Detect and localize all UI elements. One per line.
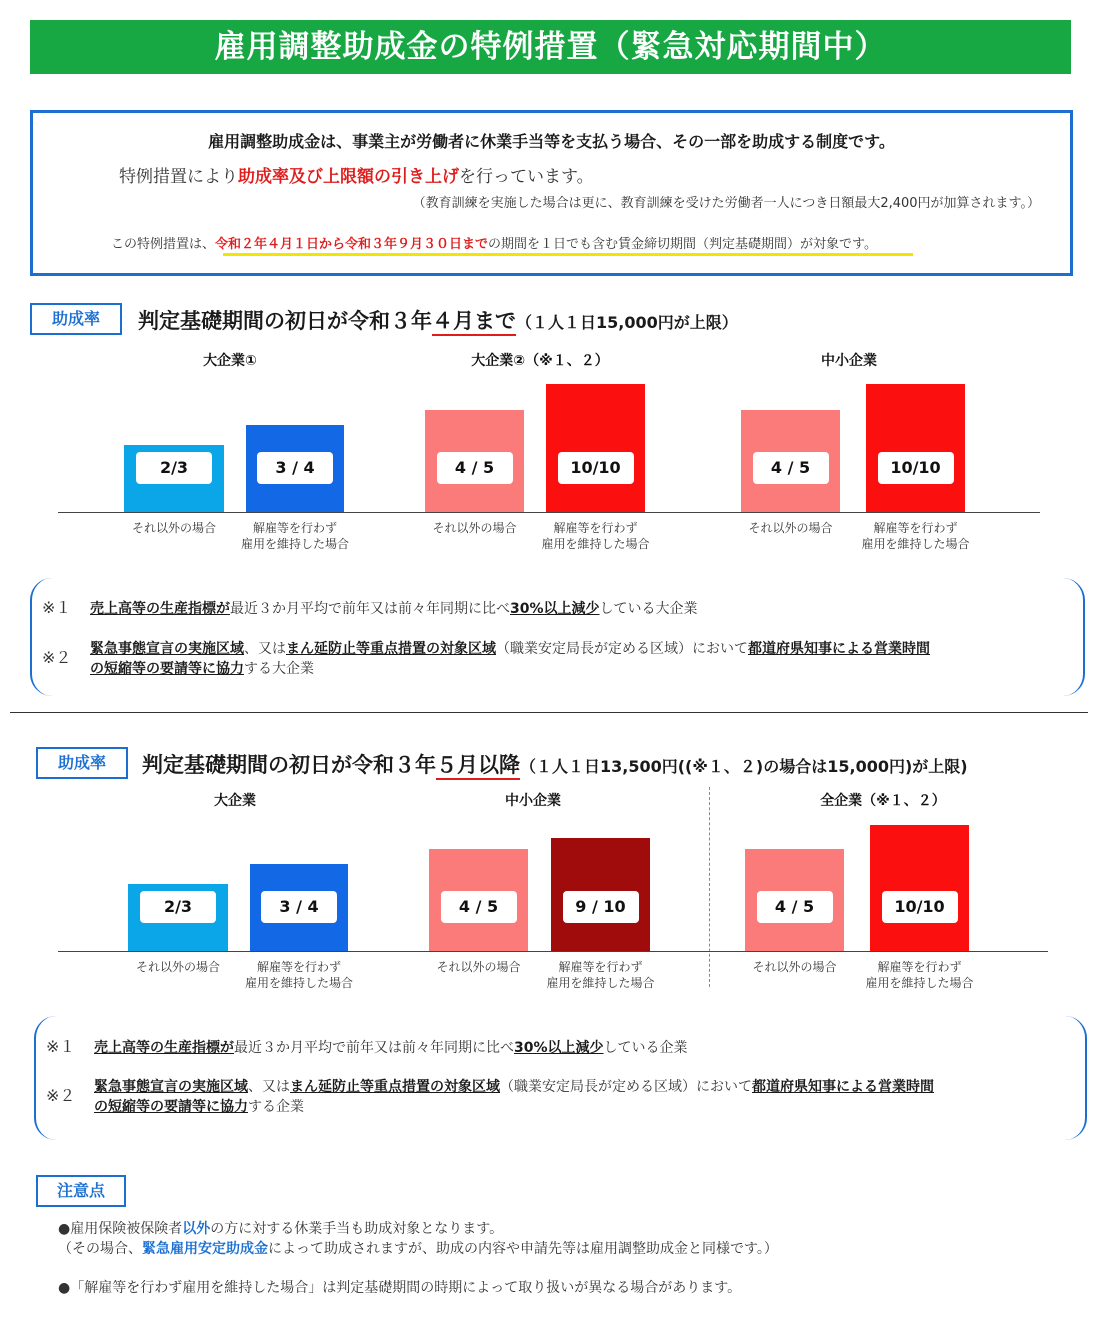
rate-bar bbox=[866, 384, 965, 512]
note-text: する大企業 bbox=[244, 661, 314, 677]
rate-value-label: 9 / 10 bbox=[563, 891, 639, 923]
section1-note-2 bbox=[42, 640, 1072, 680]
bar-caption: それ以外の場合 bbox=[436, 960, 521, 974]
rate-value-label: 3 / 4 bbox=[257, 452, 333, 484]
intro-line-4 bbox=[111, 233, 877, 252]
chart-baseline bbox=[58, 951, 1048, 952]
note-text: する企業 bbox=[248, 1099, 304, 1115]
caution-text: （その場合、 bbox=[58, 1241, 142, 1257]
rate-value-label: 3 / 4 bbox=[261, 891, 337, 923]
rate-value-label: 4 / 5 bbox=[753, 452, 829, 484]
group-label: 大企業① bbox=[203, 353, 257, 369]
section2-title-pre: 判定基礎期間の初日が令和３年 bbox=[142, 753, 436, 777]
page-title: 雇用調整助成金の特例措置（緊急対応期間中） bbox=[30, 20, 1071, 74]
bar-caption: それ以外の場合 bbox=[131, 521, 216, 535]
note-text: 最近３か月平均で前年又は前々年同期に比べ bbox=[230, 601, 510, 617]
section1-title-pre: 判定基礎期間の初日が令和３年 bbox=[138, 309, 432, 333]
section1-title bbox=[138, 305, 738, 335]
section2-title bbox=[142, 749, 968, 779]
caution-bullet-2: ●「解雇等を行わず雇用を維持した場合」は判定基礎期間の時期によって取り扱いが異なる場合があります。 bbox=[58, 1280, 742, 1296]
rate-value-label: 4 / 5 bbox=[437, 452, 513, 484]
section-divider bbox=[10, 712, 1088, 713]
intro-line-4-pre: この特例措置は、 bbox=[111, 237, 216, 252]
caution-emphasis: 緊急雇用安定助成金 bbox=[142, 1241, 268, 1257]
rate-value-label: 2/3 bbox=[140, 891, 216, 923]
note-underline: 売上高等の生産指標が bbox=[94, 1040, 234, 1056]
section1-title-emphasis: ４月まで bbox=[432, 309, 516, 336]
bar-caption: それ以外の場合 bbox=[752, 960, 837, 974]
intro-line-4-post: の期間を１日でも含む賃金締切期間（判定基礎期間）が対象です。 bbox=[488, 237, 877, 252]
caution-emphasis: 以外 bbox=[182, 1221, 211, 1237]
note-text: 、又は bbox=[244, 641, 286, 657]
rate-value-label: 10/10 bbox=[882, 891, 958, 923]
caution-bullet-1 bbox=[58, 1218, 503, 1238]
note-text: している企業 bbox=[603, 1040, 688, 1056]
section2-note-1 bbox=[46, 1037, 1076, 1057]
note-text: （職業安定局長が定める区域）において bbox=[496, 641, 748, 657]
intro-line-1: 雇用調整助成金は、事業主が労働者に休業手当等を支払う場合、その一部を助成する制度です。 bbox=[208, 132, 895, 151]
bar-caption: 解雇等を行わず 雇用を維持した場合 bbox=[541, 521, 650, 551]
group-label: 大企業②（※１、２） bbox=[471, 353, 609, 369]
note-underline: まん延防止等重点措置の対象区域 bbox=[290, 1079, 500, 1095]
section1-rate-tag: 助成率 bbox=[30, 303, 122, 335]
group-label: 中小企業 bbox=[505, 793, 561, 809]
note-text: 最近３か月平均で前年又は前々年同期に比べ bbox=[234, 1040, 514, 1056]
bar-caption: 解雇等を行わず 雇用を維持した場合 bbox=[244, 960, 353, 990]
caution-text: ●雇用保険被保険者 bbox=[58, 1221, 183, 1237]
group-separator bbox=[709, 787, 710, 987]
rate-value-label: 10/10 bbox=[558, 452, 634, 484]
group-label: 全企業（※１、２） bbox=[820, 793, 946, 809]
bar-caption: 解雇等を行わず 雇用を維持した場合 bbox=[861, 521, 970, 551]
bar-caption: それ以外の場合 bbox=[748, 521, 833, 535]
rate-value-label: 4 / 5 bbox=[441, 891, 517, 923]
rate-bar bbox=[870, 825, 969, 951]
note-text: している大企業 bbox=[599, 601, 698, 617]
note-underline: 30%以上減少 bbox=[514, 1040, 604, 1056]
bar-caption: 解雇等を行わず 雇用を維持した場合 bbox=[240, 521, 349, 551]
section1-note-1 bbox=[42, 598, 1072, 618]
section1-title-sub: （１人１日15,000円が上限） bbox=[516, 313, 738, 332]
note-underline: の短縮等の要請等に協力 bbox=[90, 661, 244, 677]
intro-line-2-emphasis: 助成率及び上限額の引き上げ bbox=[238, 167, 459, 187]
intro-line-3: （教育訓練を実施した場合は更に、教育訓練を受けた労働者一人につき日額最大2,400円が加算されます。） bbox=[412, 196, 1040, 211]
note-underline: 30%以上減少 bbox=[510, 601, 600, 617]
note-mark: ※２ bbox=[42, 648, 72, 667]
note-underline: 緊急事態宣言の実施区域 bbox=[94, 1079, 248, 1095]
group-label: 大企業 bbox=[214, 793, 256, 809]
chart-baseline bbox=[58, 512, 1040, 513]
caution-tag: 注意点 bbox=[36, 1175, 126, 1207]
rate-value-label: 2/3 bbox=[136, 452, 212, 484]
rate-value-label: 4 / 5 bbox=[757, 891, 833, 923]
section2-note-2 bbox=[46, 1078, 1076, 1118]
section2-rate-tag: 助成率 bbox=[36, 747, 128, 779]
rate-bar bbox=[546, 384, 645, 512]
highlight-underline bbox=[223, 253, 913, 256]
note-underline: まん延防止等重点措置の対象区域 bbox=[286, 641, 496, 657]
note-underline: 売上高等の生産指標が bbox=[90, 601, 230, 617]
section2-title-emphasis: ５月以降 bbox=[436, 753, 520, 780]
intro-line-4-period: 令和２年４月１日から令和３年９月３０日まで bbox=[215, 237, 489, 252]
caution-bullet-1-sub bbox=[58, 1238, 778, 1258]
note-underline: 都道府県知事による営業時間 bbox=[748, 641, 930, 657]
section2-title-sub: （１人１日13,500円((※１、２)の場合は15,000円)が上限) bbox=[520, 757, 968, 776]
note-text: 、又は bbox=[248, 1079, 290, 1095]
note-underline: 緊急事態宣言の実施区域 bbox=[90, 641, 244, 657]
note-mark: ※２ bbox=[46, 1086, 76, 1105]
note-mark: ※１ bbox=[46, 1037, 76, 1056]
intro-line-2 bbox=[119, 162, 594, 187]
note-underline: の短縮等の要請等に協力 bbox=[94, 1099, 248, 1115]
bar-caption: 解雇等を行わず 雇用を維持した場合 bbox=[865, 960, 974, 990]
bar-caption: それ以外の場合 bbox=[432, 521, 517, 535]
note-underline: 都道府県知事による営業時間 bbox=[752, 1079, 934, 1095]
bar-caption: それ以外の場合 bbox=[135, 960, 220, 974]
caution-text: の方に対する休業手当も助成対象となります。 bbox=[210, 1221, 504, 1237]
note-text: （職業安定局長が定める区域）において bbox=[500, 1079, 752, 1095]
rate-value-label: 10/10 bbox=[878, 452, 954, 484]
intro-box bbox=[30, 110, 1073, 276]
bar-caption: 解雇等を行わず 雇用を維持した場合 bbox=[546, 960, 655, 990]
intro-line-2-pre: 特例措置により bbox=[119, 167, 238, 187]
intro-line-2-post: を行っています。 bbox=[459, 167, 594, 187]
group-label: 中小企業 bbox=[821, 353, 877, 369]
caution-text: によって助成されますが、助成の内容や申請先等は雇用調整助成金と同様です。） bbox=[268, 1241, 778, 1257]
note-mark: ※１ bbox=[42, 598, 72, 617]
